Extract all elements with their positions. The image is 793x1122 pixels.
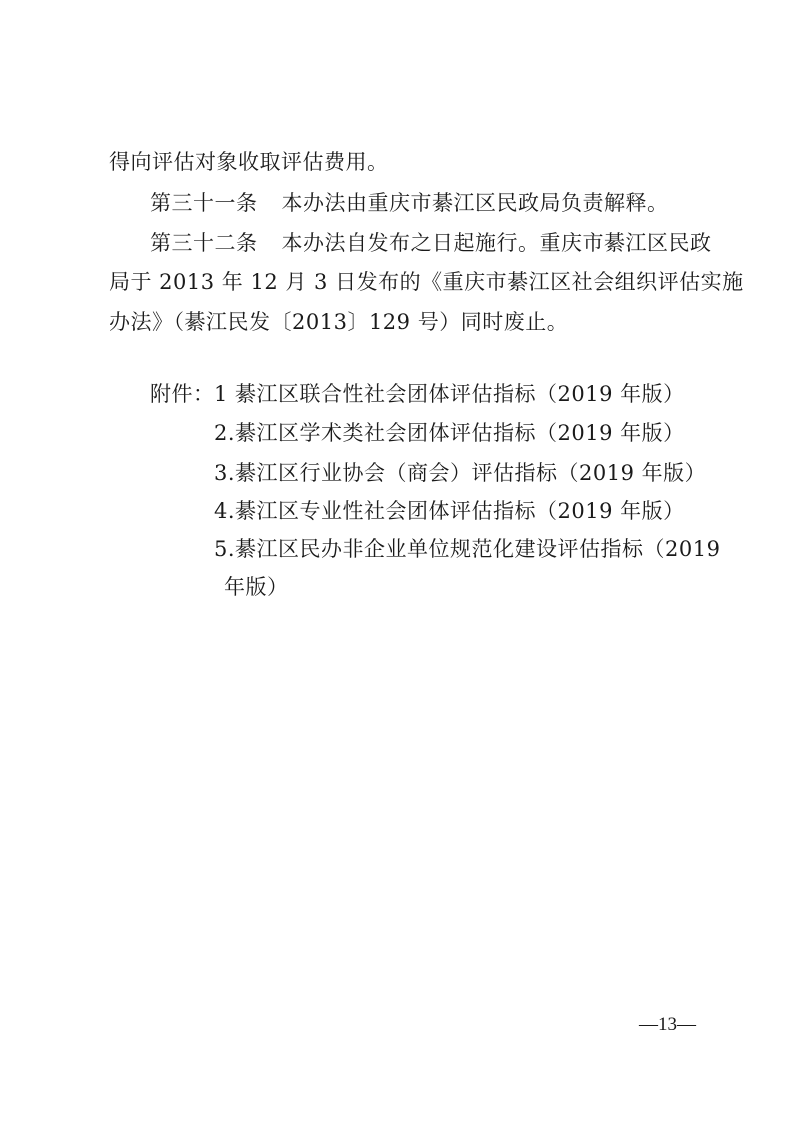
article-31-text: 本办法由重庆市綦江区民政局负责解释。 — [281, 191, 669, 215]
page-number: —13— — [639, 1014, 696, 1035]
article-32-label: 第三十二条 — [150, 231, 258, 255]
article-32-line-1 — [150, 230, 712, 256]
article-31 — [150, 190, 669, 216]
attachment-item-4: 4.綦江区专业性社会团体评估指标（2019 年版） — [214, 499, 685, 523]
attachments-label: 附件： — [150, 382, 215, 406]
article-31-label: 第三十一条 — [150, 191, 258, 215]
article-32-text-1: 本办法自发布之日起施行。重庆市綦江区民政 — [281, 231, 712, 255]
article-32-line-2: 局于 2013 年 12 月 3 日发布的《重庆市綦江区社会组织评估实施 — [109, 270, 744, 294]
attachment-item-5-continued: 年版） — [224, 575, 289, 599]
article-32-line-3: 办法》（綦江民发〔2013〕129 号）同时废止。 — [109, 310, 569, 334]
paragraph-continuation: 得向评估对象收取评估费用。 — [109, 150, 389, 174]
attachment-item-2: 2.綦江区学术类社会团体评估指标（2019 年版） — [214, 421, 685, 445]
attachment-item-5: 5.綦江区民办非企业单位规范化建设评估指标（2019 — [214, 537, 721, 561]
attachment-item-3: 3.綦江区行业协会（商会）评估指标（2019 年版） — [214, 461, 707, 485]
attachment-item-1: 1 綦江区联合性社会团体评估指标（2019 年版） — [214, 382, 685, 406]
